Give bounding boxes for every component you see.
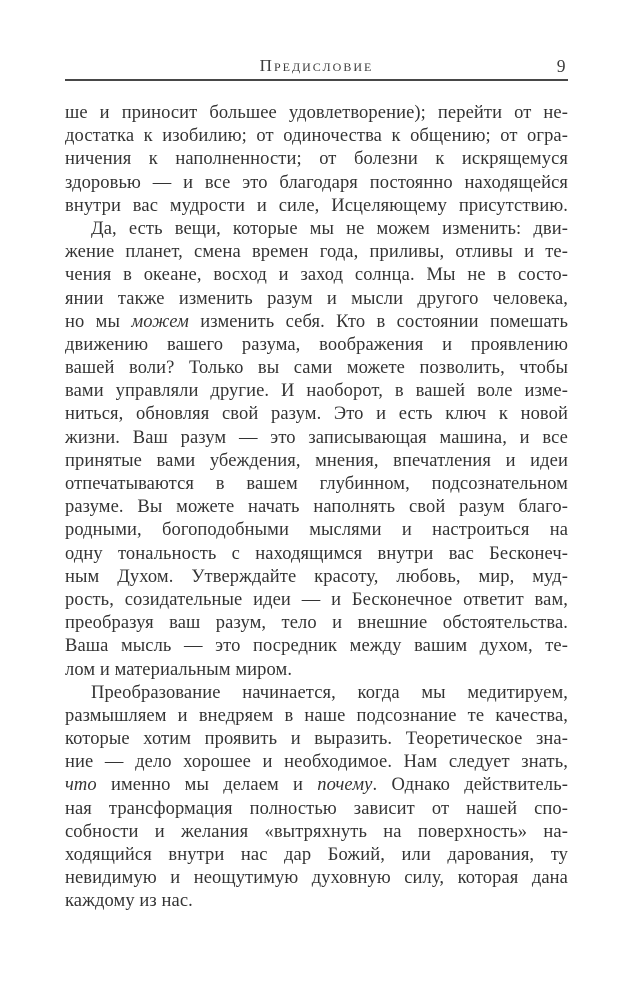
text-line	[65, 659, 568, 682]
text-segment: достатка к изобилию; от одиночества к общению; от огра-	[65, 126, 568, 147]
text-line	[65, 172, 568, 195]
text-segment: размышляем и внедряем в наше подсознание те качества,	[65, 705, 568, 726]
text-segment: ным Духом. Утверждайте красоту, любовь, мир, муд-	[65, 566, 568, 587]
text-segment: жение планет, смена времен года, приливы, отливы и те-	[65, 242, 568, 263]
text-line	[65, 241, 568, 264]
text-line	[65, 890, 568, 913]
text-segment: Ваша мысль — это посредник между вашим духом, те-	[65, 636, 568, 657]
text-segment: ная трансформация полностью зависит от нашей спо-	[65, 798, 568, 819]
text-line	[65, 728, 568, 751]
page-body	[65, 102, 568, 914]
text-line	[65, 148, 568, 171]
text-segment: принятые вами убеждения, мнения, впечатления и идеи	[65, 450, 568, 471]
text-line	[65, 867, 568, 890]
text-segment: ние — дело хорошее и необходимое. Нам следует знать,	[65, 752, 568, 773]
chapter-title: Предисловие	[259, 56, 374, 75]
running-head	[65, 56, 568, 77]
text-line	[65, 496, 568, 519]
text-segment: собности и желания «вытряхнуть на поверхность» на-	[65, 821, 568, 842]
text-line	[65, 751, 568, 774]
text-line	[65, 612, 568, 635]
paragraph	[65, 682, 568, 914]
text-segment: движению вашего разума, воображения и проявлению	[65, 334, 568, 355]
text-segment: ходящийся внутри нас дар Божий, или дарования, ту	[65, 845, 568, 865]
text-segment: преобразуя ваш разум, тело и внешние обстоятельства.	[65, 613, 568, 634]
text-line	[65, 380, 568, 403]
text-segment: которые хотим проявить и выразить. Теоретическое зна-	[65, 729, 568, 750]
text-segment: . Однако действитель-	[372, 775, 568, 796]
text-segment: вами управляли другие. И наоборот, в вашей воле изме-	[65, 381, 568, 402]
text-segment: невидимую и неощутимую духовную силу, которая дана	[65, 868, 568, 889]
text-segment: Преобразование начинается, когда мы медитируем,	[91, 682, 568, 703]
text-segment: изменить себя. Кто в состоянии помешать	[188, 311, 568, 332]
text-line	[65, 635, 568, 658]
text-segment: именно мы делаем и	[96, 775, 318, 796]
text-segment: разуме. Вы можете начать наполнять свой разум благо-	[65, 497, 568, 518]
text-segment: одну тональность с находящимся внутри вас Бесконеч-	[65, 543, 568, 564]
text-line	[65, 102, 568, 125]
text-line	[65, 264, 568, 287]
text-line	[65, 566, 568, 589]
page-number: 9	[556, 56, 566, 76]
text-segment: внутри вас мудрости и силе, Исцеляющему присутствию.	[65, 195, 568, 216]
text-line	[65, 473, 568, 496]
text-segment: здоровью — и все это благодаря постоянно находящейся	[65, 172, 568, 193]
text-line	[65, 288, 568, 311]
text-line	[65, 427, 568, 450]
paragraph	[65, 102, 568, 218]
text-line	[65, 705, 568, 728]
text-line	[65, 798, 568, 821]
text-segment: родными, богоподобными мыслями и настроиться на	[65, 520, 568, 541]
text-line	[65, 450, 568, 473]
text-line	[65, 774, 568, 797]
text-segment: отпечатываются в вашем глубинном, подсознательном	[65, 474, 568, 494]
italic-text: что	[65, 775, 97, 796]
italic-text: можем	[131, 311, 189, 332]
text-line	[65, 589, 568, 612]
text-line	[65, 125, 568, 148]
text-segment: ниться, обновляя свой разум. Это и есть ключ к новой	[65, 404, 568, 425]
text-line	[65, 403, 568, 426]
text-line	[65, 821, 568, 844]
text-segment: ничения к наполненности; от болезни к искрящемуся	[65, 149, 568, 170]
text-segment: но мы	[65, 311, 132, 332]
text-segment: ше и приносит большее удовлетворение); перейти от не-	[65, 103, 568, 123]
text-line	[65, 519, 568, 542]
text-segment: жизни. Ваш разум — это записывающая машина, и все	[65, 427, 568, 448]
header-rule	[65, 79, 568, 81]
text-segment: каждому из нас.	[65, 891, 193, 912]
text-block	[65, 56, 568, 914]
text-segment: чения в океане, восход и заход солнца. Мы не в состо-	[65, 265, 568, 286]
text-line	[65, 543, 568, 566]
text-line	[65, 218, 568, 241]
text-segment: янии также изменить разум и мысли другого человека,	[65, 288, 568, 309]
text-line	[65, 311, 568, 334]
text-line	[65, 844, 568, 867]
paragraph	[65, 218, 568, 682]
text-line	[65, 334, 568, 357]
text-segment: Да, есть вещи, которые мы не можем изменить: дви-	[91, 218, 568, 239]
text-line	[65, 195, 568, 218]
text-line	[65, 357, 568, 380]
text-segment: рость, созидательные идеи — и Бесконечное ответит вам,	[65, 589, 568, 610]
italic-text: почему	[317, 775, 373, 796]
text-segment: вашей воли? Только вы сами можете позволить, чтобы	[65, 358, 568, 379]
text-segment: лом и материальным миром.	[65, 659, 293, 680]
text-line	[65, 682, 568, 705]
